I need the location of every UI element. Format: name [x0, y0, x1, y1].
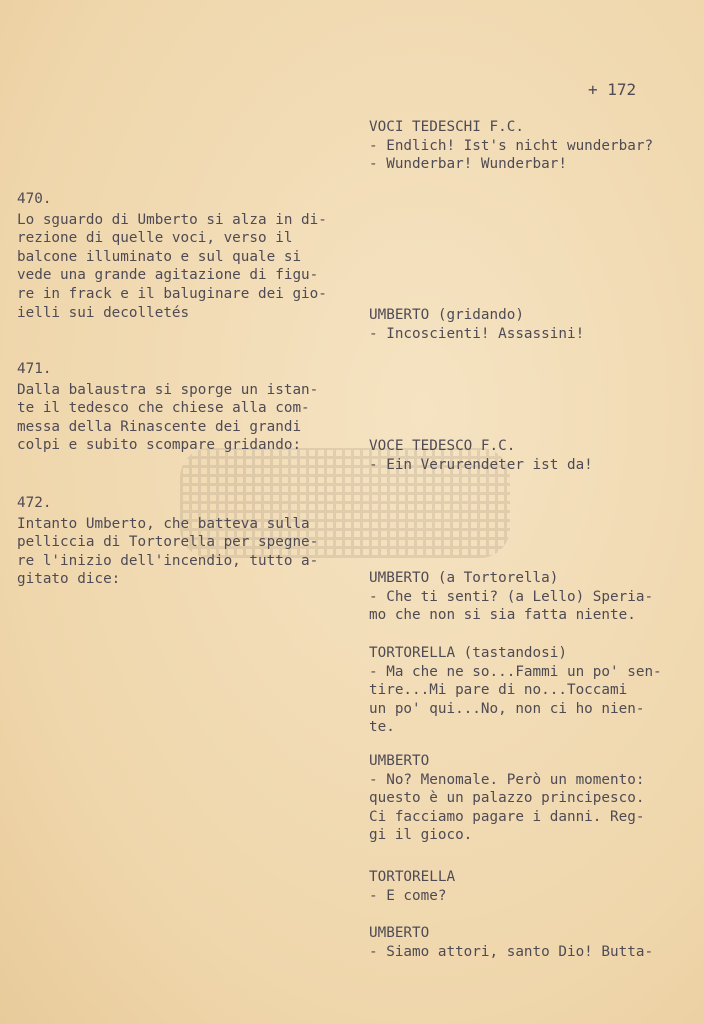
dialogue-voci-tedeschi [369, 118, 653, 174]
scene-text-line: te il tedesco che chiese alla com- [17, 400, 310, 417]
dialogue-tortorella-tastandosi [369, 644, 662, 737]
scene-number: 470. [17, 191, 52, 207]
speaker-heading: TORTORELLA (tastandosi) [369, 645, 567, 661]
scene-text-line: balcone illuminato e sul quale si [17, 248, 302, 265]
dialogue-line: - Wunderbar! Wunderbar! [369, 156, 567, 173]
dialogue-line: Ci facciamo pagare i danni. Reg- [369, 808, 645, 825]
dialogue-umberto-attori [369, 924, 653, 961]
dialogue-umberto-gridando [369, 306, 584, 343]
dialogue-line: te. [369, 719, 395, 736]
dialogue-voce-tedesco [369, 437, 593, 474]
scene-text-line: Intanto Umberto, che batteva sulla [17, 515, 310, 532]
speaker-heading: VOCI TEDESCHI F.C. [369, 119, 524, 135]
dialogue-line: - Endlich! Ist's nicht wunderbar? [369, 137, 654, 154]
dialogue-line: mo che non si sia fatta niente. [369, 607, 636, 624]
dialogue-umberto-menomale [369, 752, 644, 845]
page-number: + 172 [588, 80, 637, 99]
dialogue-tortorella [369, 868, 455, 905]
scene-470 [17, 190, 327, 322]
scene-text-line: gitato dice: [17, 571, 121, 588]
speaker-heading: VOCE TEDESCO F.C. [369, 438, 516, 454]
scene-text-line: re in frack e il baluginare dei gio- [17, 285, 327, 302]
scene-471 [17, 360, 318, 455]
scene-text-line: Lo sguardo di Umberto si alza in di- [17, 211, 327, 228]
dialogue-line: - Incoscienti! Assassini! [369, 325, 585, 342]
scene-text-line: messa della Rinascente dei grandi [17, 418, 302, 435]
scene-number: 472. [17, 495, 52, 511]
dialogue-line: questo è un palazzo principesco. [369, 790, 645, 807]
scene-text-line: ielli sui decolletés [17, 304, 190, 321]
speaker-heading: TORTORELLA [369, 869, 456, 885]
scene-text-line: pelliccia di Tortorella per spegne- [17, 534, 319, 551]
scene-text-line: re l'inizio dell'incendio, tutto a- [17, 552, 319, 569]
speaker-heading: UMBERTO (gridando) [369, 307, 524, 323]
dialogue-line: - No? Menomale. Però un momento: [369, 771, 645, 788]
scene-text-line: Dalla balaustra si sporge un istan- [17, 381, 319, 398]
scene-text-line: rezione di quelle voci, verso il [17, 230, 293, 247]
scene-text-line: vede una grande agitazione di figu- [17, 267, 319, 284]
speaker-heading: UMBERTO [369, 753, 430, 769]
dialogue-line: gi il gioco. [369, 827, 473, 844]
dialogue-line: - Ein Verurendeter ist da! [369, 456, 593, 473]
dialogue-line: - E come? [369, 887, 447, 904]
dialogue-line: un po' qui...No, non ci ho nien- [369, 700, 645, 717]
scene-number: 471. [17, 361, 52, 377]
speaker-heading: UMBERTO (a Tortorella) [369, 570, 559, 586]
scene-472 [17, 494, 318, 589]
dialogue-line: - Siamo attori, santo Dio! Butta- [369, 943, 654, 960]
dialogue-umberto-a-tortorella [369, 569, 653, 625]
dialogue-line: - Che ti senti? (a Lello) Speria- [369, 588, 654, 605]
dialogue-line: tire...Mi pare di no...Toccami [369, 682, 628, 699]
dialogue-line: - Ma che ne so...Fammi un po' sen- [369, 663, 662, 680]
scene-text-line: colpi e subito scompare gridando: [17, 437, 302, 454]
speaker-heading: UMBERTO [369, 925, 430, 941]
